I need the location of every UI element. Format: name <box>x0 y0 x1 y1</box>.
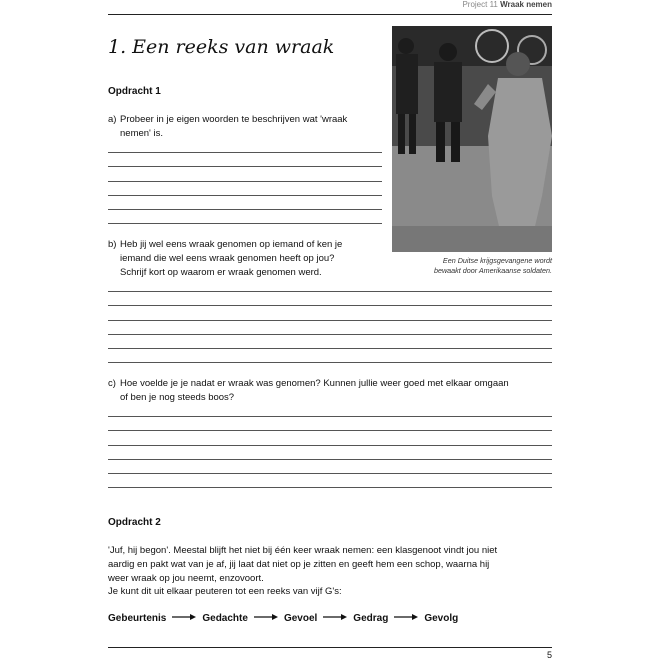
question-c-number: c) <box>108 378 116 389</box>
header-section: Wraak nemen <box>500 0 552 9</box>
photo-prisoner-of-war <box>392 26 552 252</box>
page-number: 5 <box>546 650 552 660</box>
opdracht-2-heading: Opdracht 2 <box>108 517 161 528</box>
chain-step-gedrag: Gedrag <box>353 613 389 624</box>
chain-step-gevolg: Gevolg <box>424 613 459 624</box>
arrow-right-icon <box>254 613 278 624</box>
question-b-line-1: Heb jij wel eens wraak genomen op iemand of ken je <box>120 239 343 250</box>
five-g-chain <box>108 613 458 624</box>
arrow-right-icon <box>394 613 418 624</box>
page-header <box>108 0 552 15</box>
paragraph-line-3: weer wraak op jou neemt, enzovoort. <box>108 572 264 584</box>
chain-step-gebeurtenis: Gebeurtenis <box>108 613 167 624</box>
running-header <box>462 0 552 9</box>
paragraph-line-1: 'Juf, hij begon'. Meestal blijft het niet bij één keer wraak nemen: een klasgenoot vindt jou niet <box>108 545 498 556</box>
question-c <box>108 377 552 405</box>
opdracht-2-paragraph <box>108 544 552 599</box>
photo-caption <box>392 256 552 276</box>
paragraph-line-4: Je kunt dit uit elkaar peuteren tot een reeks van vijf G's: <box>108 586 342 598</box>
answer-lines-c[interactable] <box>108 403 552 488</box>
chain-step-gevoel: Gevoel <box>283 613 318 624</box>
question-b-line-3: Schrijf kort op waarom er wraak genomen werd. <box>120 267 322 278</box>
arrow-right-icon <box>323 613 347 624</box>
photo-caption-line-1: Een Duitse krijgsgevangene wordt <box>442 256 552 265</box>
question-b <box>108 238 388 280</box>
question-a-line-2: nemen' is. <box>120 128 164 139</box>
photo-caption-line-2: bewaakt door Amerikaanse soldaten. <box>434 266 552 275</box>
question-a-number: a) <box>108 114 117 125</box>
arrow-right-icon <box>172 613 196 624</box>
footer-rule <box>108 647 552 648</box>
opdracht-1-heading: Opdracht 1 <box>108 86 161 97</box>
header-project: Project 11 <box>462 0 498 9</box>
question-c-line-2: of ben je nog steeds boos? <box>120 392 235 403</box>
question-a-line-1: Probeer in je eigen woorden te beschrijven wat 'wraak <box>120 114 348 125</box>
question-c-line-1: Hoe voelde je je nadat er wraak was genomen? Kunnen jullie weer goed met elkaar omgaan <box>120 378 509 389</box>
chain-step-gedachte: Gedachte <box>202 613 248 624</box>
question-b-number: b) <box>108 239 117 250</box>
question-a <box>108 113 380 141</box>
paragraph-line-2: aardig en pakt wat van je af, jij laat dat niet op je zitten en geeft hem een schop, waarna hij <box>108 558 490 570</box>
photo-image <box>392 26 552 252</box>
page-title: 1. Een reeks van wraak <box>108 36 335 58</box>
answer-lines-b[interactable] <box>108 278 552 363</box>
question-b-line-2: iemand die wel eens wraak genomen heeft op jou? <box>120 253 335 264</box>
answer-lines-a[interactable] <box>108 139 382 224</box>
